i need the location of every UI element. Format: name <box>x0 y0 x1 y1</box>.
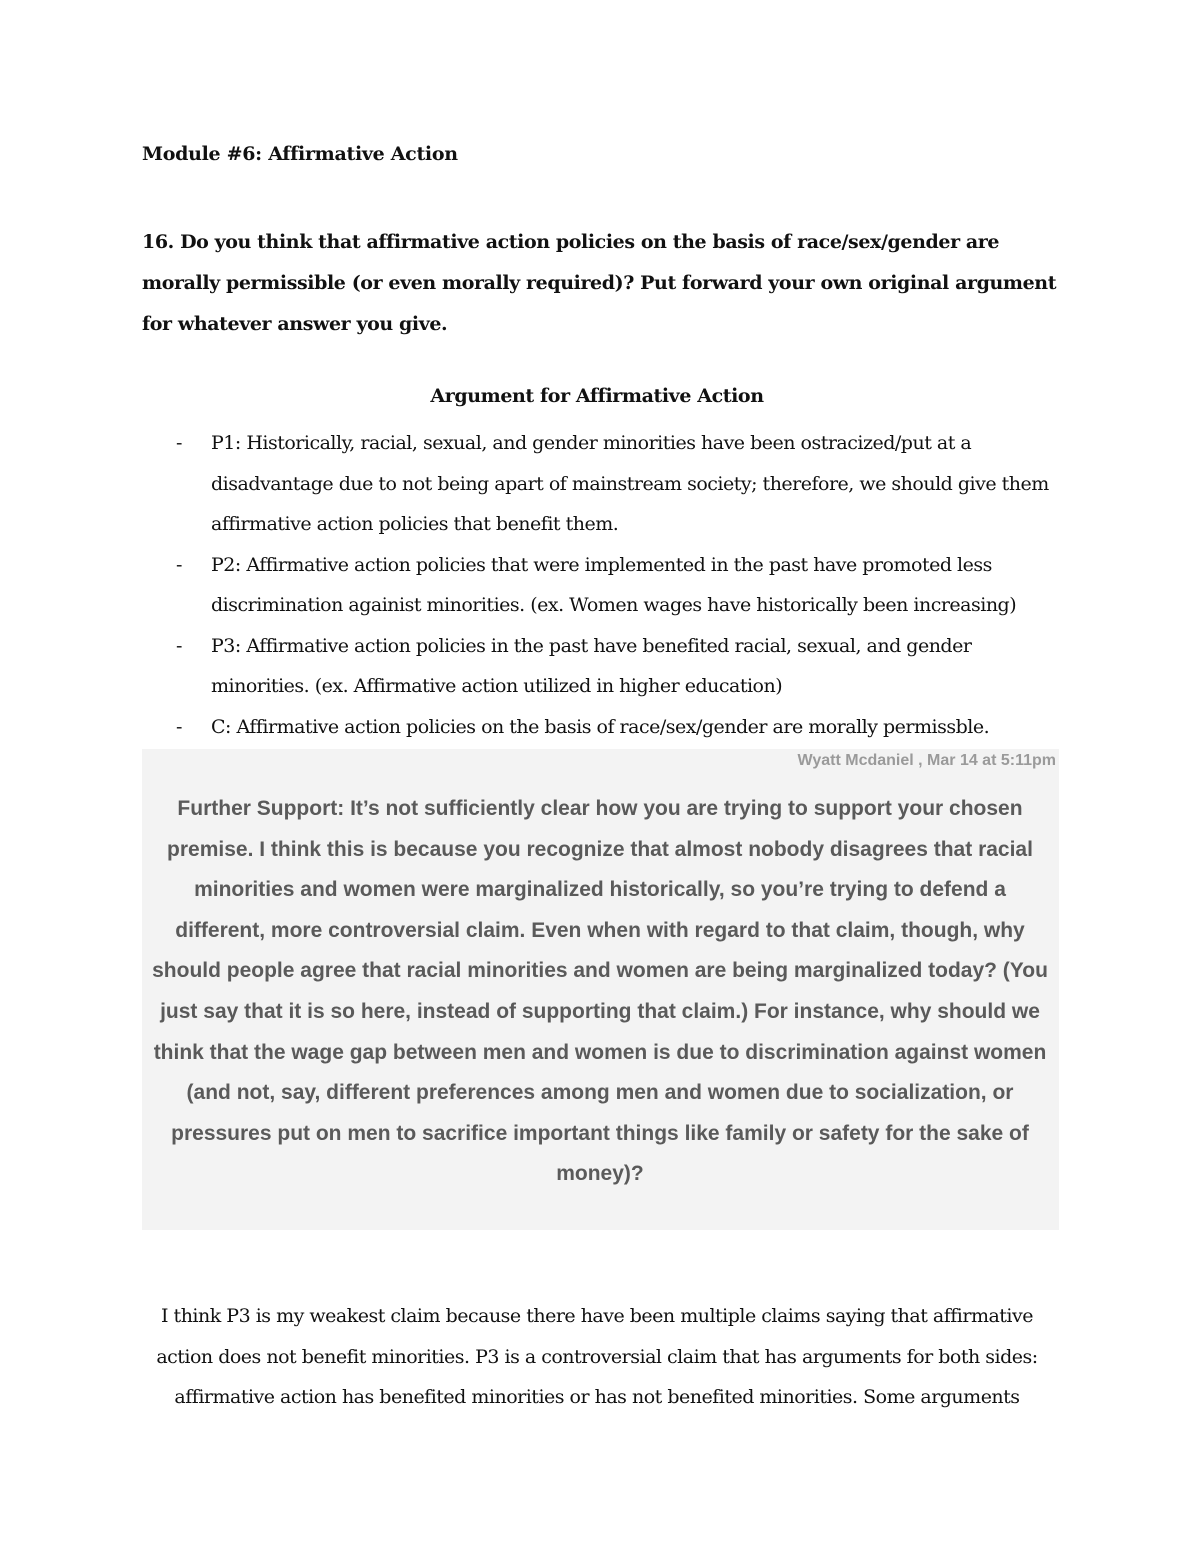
module-title: Module #6: Affirmative Action <box>142 143 458 165</box>
premise-list <box>142 423 1062 747</box>
question-prompt: 16. Do you think that affirmative action policies on the basis of race/sex/gender are morally permissible (or even morally required)? Put forward your own original argument for whatever answer you give. <box>142 231 1057 335</box>
premise-p1 <box>142 423 1062 545</box>
premise-text: P3: Affirmative action policies in the past have benefited racial, sexual, and gender minorities. (ex. Affirmative action utilized in higher education) <box>211 634 972 697</box>
closing-paragraph: I think P3 is my weakest claim because there have been multiple claims saying that affirmative action does not benefit minorities. P3 is a controversial claim that has arguments for both sides: affirmative action has benefited minorities or has not benefited minorities. Some arguments <box>156 1305 1038 1408</box>
premise-p2 <box>142 545 1062 626</box>
premise-text: P1: Historically, racial, sexual, and gender minorities have been ostracized/put at a disadvantage due to not being apart of mainstream society; therefore, we should give them affirmative action policies that benefit them. <box>211 432 1049 535</box>
premise-text: C: Affirmative action policies on the basis of race/sex/gender are morally permissble. <box>211 715 990 738</box>
bullet-dash: - <box>176 553 182 576</box>
premise-conclusion <box>142 707 1062 748</box>
bullet-dash: - <box>176 634 182 657</box>
instructor-comment <box>142 749 1059 1230</box>
bullet-dash: - <box>176 715 182 738</box>
premise-p3 <box>142 626 1062 707</box>
bullet-dash: - <box>176 432 182 454</box>
comment-author-timestamp: Wyatt Mcdaniel , Mar 14 at 5:11pm <box>797 752 1056 769</box>
comment-text: Further Support: It’s not sufficiently clear how you are trying to support your chosen premise. I think this is because you recognize that almost nobody disagrees that racial minorities and women were marginalized historically, so you’re trying to defend a different, more controversial claim. Even when with regard to that claim, though, why should people agree that racial minorities and women are being marginalized today? (You just say that it is so here, instead of supporting that claim.) For instance, why should we think that the wage gap between men and women is due to discrimination against women (and not, say, different preferences among men and women due to socialization, or pressures put on men to sacrifice important things like family or safety for the sake of money)? <box>152 797 1048 1186</box>
premise-text: P2: Affirmative action policies that were implemented in the past have promoted less discrimination againist minorities. (ex. Women wages have historically been increasing) <box>211 553 1017 616</box>
argument-heading: Argument for Affirmative Action <box>430 385 764 407</box>
